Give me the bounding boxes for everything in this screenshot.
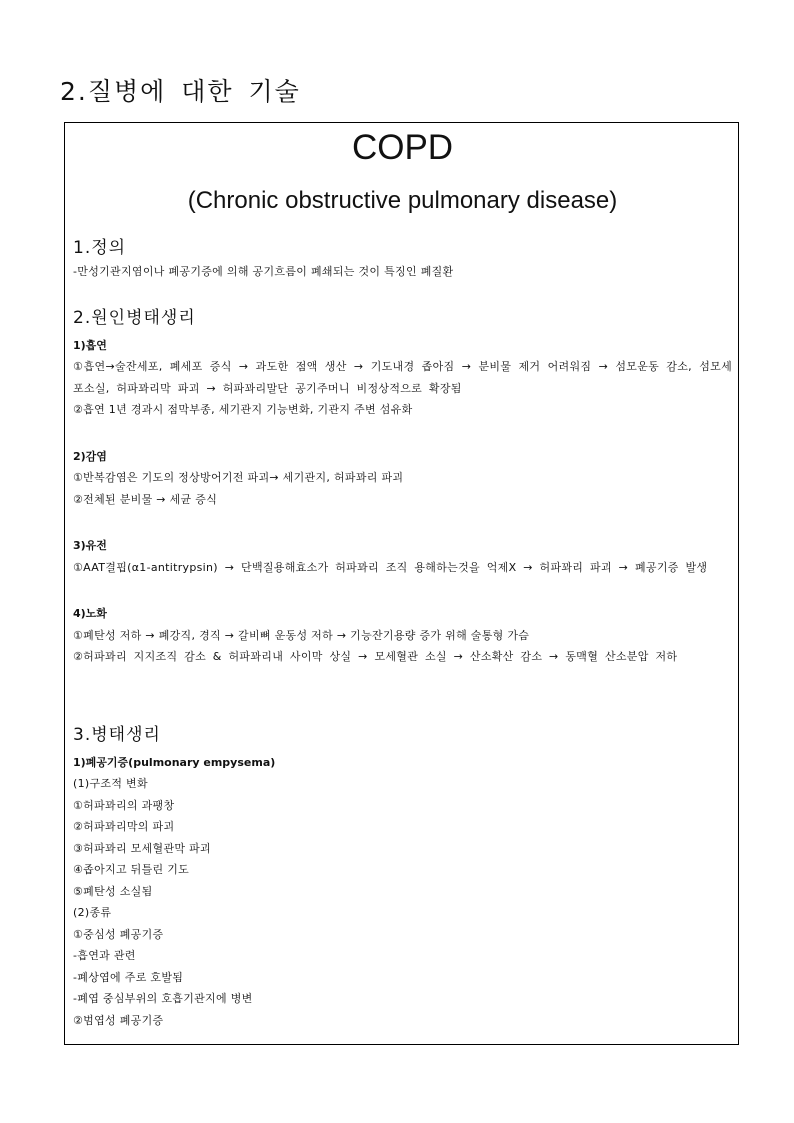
spacer xyxy=(73,578,732,599)
subsection-genetics: 3)유전 xyxy=(73,539,107,552)
aging-line-1: ①폐탄성 저하 → 폐강직, 경직 → 갈비뼈 운동성 저하 → 기능잔기용량 증가 위해 술통형 가슴 xyxy=(73,628,530,642)
document-subtitle: (Chronic obstructive pulmonary disease) xyxy=(187,187,618,214)
emphysema-line: -폐엽 중심부위의 호흡기관지에 병변 xyxy=(73,992,253,1005)
infection-line-1: ①반복감염은 기도의 정상방어기전 파괴→ 세기관지, 허파꽈리 파괴 xyxy=(73,471,404,484)
section-heading-definition: 1.정의 xyxy=(73,238,127,258)
page-heading: 2.질병에 대한 기술 xyxy=(60,77,301,106)
subsection-aging: 4)노화 xyxy=(73,607,107,620)
section-heading-causes: 2.원인병태생리 xyxy=(73,307,196,328)
smoking-line-2: ②흡연 1년 경과시 점막부종, 세기관지 기능변화, 기관지 주변 섬유화 xyxy=(73,403,413,416)
genetics-line-1: ①AAT결핍(α1-antitrypsin) → 단백질용해효소가 허파꽈리 조직 용해하는것을 억제X → 허파꽈리 파괴 → 폐공기증 발생 xyxy=(73,560,708,574)
section-heading-pathophysiology: 3.병태생리 xyxy=(73,724,161,745)
spacer xyxy=(73,510,732,531)
emphysema-line: ④좁아지고 뒤틀린 기도 xyxy=(73,863,190,876)
emphysema-line: ②허파꽈리막의 파괴 xyxy=(73,820,175,833)
emphysema-line: ①중심성 폐공기증 xyxy=(73,927,164,941)
subsection-infection: 2)감염 xyxy=(73,449,107,463)
infection-line-2: ②전체된 분비물 → 세균 증식 xyxy=(73,492,218,506)
document-title: COPD xyxy=(351,128,454,167)
spacer xyxy=(73,668,732,708)
emphysema-line: -폐상엽에 주로 호발됨 xyxy=(73,970,184,984)
definition-line: -만성기관지염이나 폐공기증에 의해 공기흐름이 폐쇄되는 것이 특징인 폐질환 xyxy=(73,265,454,278)
subsection-smoking: 1)흡연 xyxy=(73,338,107,352)
emphysema-line: (2)종류 xyxy=(73,906,112,919)
smoking-line-1: ①흡연→술잔세포, 폐세포 증식 → 과도한 점액 생산 → 기도내경 좁아짐 → 분비물 제거 어려워짐 → 섬모운동 감소, 섬모세포소실, 허파꽈리막 파괴 → 허파꽈리말단 공기주머니 비정상적으로 확장됨 xyxy=(73,360,732,395)
emphysema-line: -흡연과 관련 xyxy=(73,949,136,962)
emphysema-line: ③허파꽈리 모세혈관막 파괴 xyxy=(73,841,211,855)
aging-line-2: ②허파꽈리 지지조직 감소 & 허파꽈리내 사이막 상실 → 모세혈관 소실 → 산소확산 감소 → 동맥혈 산소분압 저하 xyxy=(73,650,678,663)
emphysema-line: ⑤폐탄성 소실됨 xyxy=(73,884,153,898)
subsection-emphysema: 1)폐공기증(pulmonary empysema) xyxy=(73,755,276,769)
spacer xyxy=(73,421,732,442)
emphysema-line: ①허파꽈리의 과팽창 xyxy=(73,798,175,812)
emphysema-line: (1)구조적 변화 xyxy=(73,777,148,790)
emphysema-line: ②범엽성 폐공기증 xyxy=(73,1013,164,1027)
copd-box xyxy=(64,122,739,1045)
